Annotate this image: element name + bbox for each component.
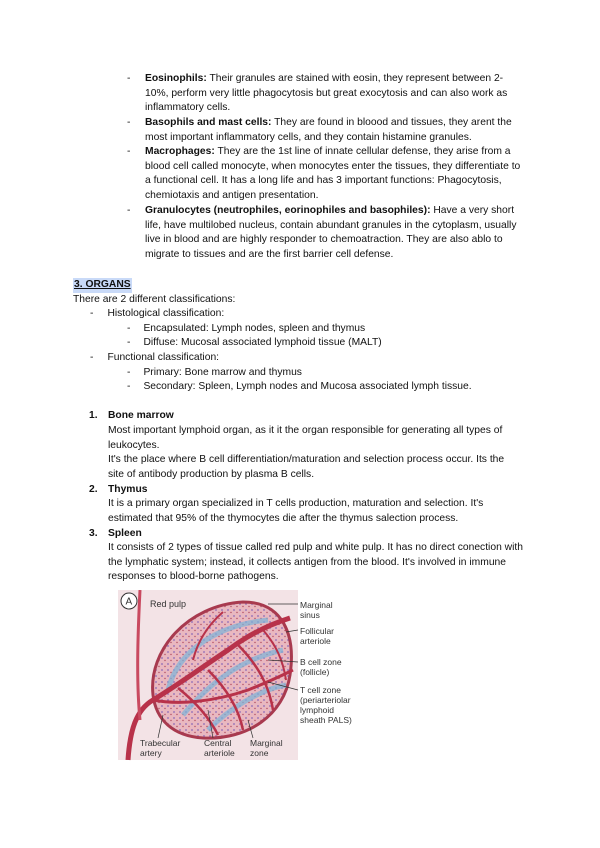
sub-item (127, 336, 382, 351)
sub-item-text: Primary: Bone marrow and thymus (143, 367, 302, 378)
list-item-macrophages (127, 145, 522, 203)
term: Basophils and mast cells: (145, 117, 272, 128)
section-title: Bone marrow (108, 410, 174, 421)
definition: They are the 1st line of innate cellular defense, they arise from a blood cell called monocyte, when monocytes enter the tissues, they differentiate to a functional cell. It has a long life and has 3 important functions: Phagocytosis, chemiotaxis and antigen presentation. (145, 146, 521, 201)
label-trabecular-artery: Trabecular (140, 738, 181, 748)
label-follicular-arteriole: arteriole (300, 636, 331, 646)
dash-bullet: - (127, 323, 131, 334)
sub-item-text: Diffuse: Mucosal associated lymphoid tissue (MALT) (143, 337, 382, 348)
definition: Their granules are stained with eosin, they represent between 2-10%, perform very little phagocytosis but great exocytosis and can also work as inflammatory cells. (145, 73, 508, 114)
dash-bullet: - (90, 308, 94, 319)
list-item-eosinophils (127, 72, 522, 116)
sub-item (127, 322, 365, 337)
label-t-cell-zone: sheath PALS) (300, 715, 352, 725)
label-central-arteriole: Central (204, 738, 232, 748)
classification-label: Histological classification: (107, 308, 225, 319)
sub-item-text: Encapsulated: Lymph nodes, spleen and thymus (143, 323, 366, 334)
section-heading: 3. ORGANS (73, 278, 132, 293)
term: Granulocytes (neutrophiles, eorinophiles and basophiles): (145, 205, 431, 216)
label-marginal-sinus: sinus (300, 610, 320, 620)
definition: They are found in bloood and tissues, they arent the most important inflammatory cells, and they contain histamine granules. (145, 117, 512, 143)
dash-bullet: - (127, 381, 131, 392)
label-follicular-arteriole: Follicular (300, 626, 335, 636)
section-title: Spleen (108, 528, 142, 539)
section-number: 3. (89, 528, 98, 539)
paragraph: It's the place where B cell differentiation/maturation and selection process occur. Its the site of antibody production by plasma B cells. (108, 454, 505, 480)
label-t-cell-zone: (periarteriolar (300, 695, 351, 705)
dash-bullet: - (127, 367, 131, 378)
paragraph: Most important lymphoid organ, as it it the organ responsible for generating all types of leukocytes. (108, 425, 503, 451)
label-trabecular-artery: artery (140, 748, 162, 758)
spleen-diagram (118, 590, 418, 762)
dash-bullet: - (127, 73, 131, 84)
sub-item (127, 366, 302, 381)
label-marginal-sinus: Marginal (300, 600, 333, 610)
paragraph: It consists of 2 types of tissue called red pulp and white pulp. It has no direct conection with the lymphatic system; instead, it collects antigen from the blood. It's involved in immune responses to blood-borne pathogens. (108, 542, 523, 583)
panel-letter: A (125, 596, 133, 608)
intro-text: There are 2 different classifications: (73, 294, 236, 305)
label-central-arteriole: arteriole (204, 748, 235, 758)
label-b-cell-zone: B cell zone (300, 657, 342, 667)
paragraph: It is a primary organ specialized in T cells production, maturation and selection. It's estimated that 95% of the thymocytes die after the thymus salection process. (108, 498, 484, 524)
section-title: Thymus (108, 484, 148, 495)
dash-bullet: - (90, 352, 94, 363)
label-marginal-zone: Marginal (250, 738, 283, 748)
sub-item (127, 380, 472, 395)
dash-bullet: - (127, 337, 131, 348)
label-marginal-zone: zone (250, 748, 269, 758)
sub-item-text: Secondary: Spleen, Lymph nodes and Mucosa associated lymph tissue. (143, 381, 472, 392)
dash-bullet: - (127, 146, 131, 157)
label-red-pulp: Red pulp (150, 599, 187, 609)
dash-bullet: - (127, 205, 131, 216)
classification-label: Functional classification: (107, 352, 220, 363)
section-number: 1. (89, 410, 98, 421)
label-t-cell-zone: T cell zone (300, 685, 341, 695)
section-number: 2. (89, 484, 98, 495)
term: Eosinophils: (145, 73, 207, 84)
classification-functional (90, 351, 219, 366)
list-item-basophils (127, 116, 522, 145)
label-b-cell-zone: (follicle) (300, 667, 330, 677)
list-item-granulocytes (127, 204, 522, 262)
dash-bullet: - (127, 117, 131, 128)
classification-histological (90, 307, 224, 322)
term: Macrophages: (145, 146, 215, 157)
definition: Have a very short life, have multilobed nucleus, contain abundant granules in the cytoplasm, usually live in blood and are highly responder to chemoatraction. They are also ablo to migrate to tissues and are the first barrier cell defense. (145, 205, 517, 260)
label-t-cell-zone: lymphoid (300, 705, 335, 715)
